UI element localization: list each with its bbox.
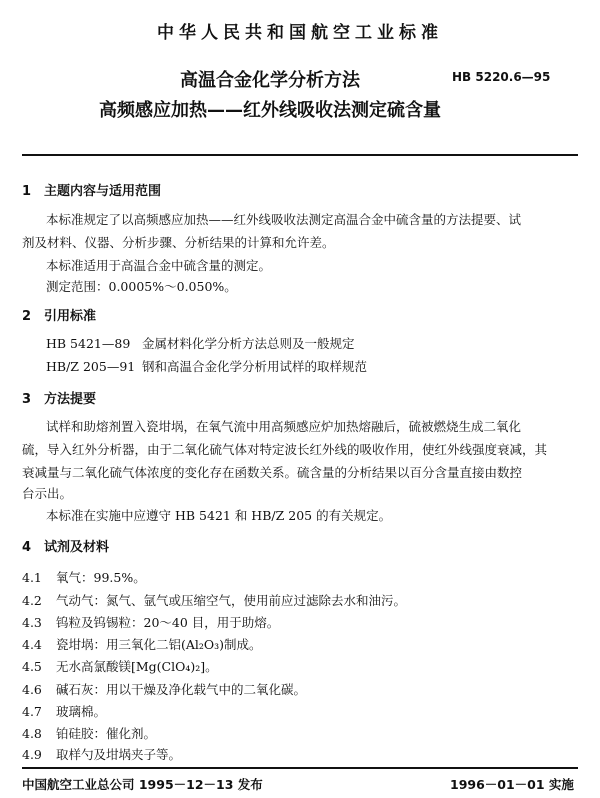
- bottom-divider: [22, 767, 578, 769]
- list-item: 4.2 气动气：氮气、氩气或压缩空气，使用前应过滤除去水和油污。: [22, 593, 407, 608]
- section-3-para1-line: 衰减量与二氧化硫气体浓度的变化存在函数关系。硫含量的分析结果以百分含量直接由数控: [22, 465, 523, 480]
- list-item: 4.9 取样勺及坩埚夹子等。: [22, 747, 182, 762]
- list-item: 4.1 氧气：99.5%。: [22, 570, 146, 585]
- section-3-para1-line: 试样和助熔剂置入瓷坩埚，在氧气流中用高频感应炉加热熔融后，硫被燃烧生成二氧化: [46, 419, 522, 434]
- reference-item: HB 5421—89 金属材料化学分析方法总则及一般规定: [46, 336, 355, 351]
- issue-date: 中国航空工业总公司 1995－12－13 发布: [22, 777, 263, 792]
- reference-item: HB/Z 205—91 钢和高温合金化学分析用试样的取样规范: [46, 359, 368, 374]
- section-1-para1-line1: 本标准规定了以高频感应加热——红外线吸收法测定高温合金中硫含量的方法提要、试: [46, 212, 522, 227]
- section-1-para1-line2: 剂及材料、仪器、分析步骤、分析结果的计算和允许差。: [22, 235, 335, 250]
- title-line-2: 高频感应加热——红外线吸收法测定硫含量: [99, 100, 441, 121]
- list-item: 4.8 铂硅胶：催化剂。: [22, 726, 157, 741]
- section-3-para1-line: 硫，导入红外分析器，由于二氧化硫气体对特定波长红外线的吸收作用，使红外线强度衰减，其: [22, 442, 548, 457]
- standard-number: HB 5220.6—95: [452, 70, 551, 84]
- list-item: 4.7 玻璃棉。: [22, 704, 107, 719]
- list-item: 4.3 钨粒及钨锡粒：20～40 目，用于助熔。: [22, 615, 280, 630]
- list-item: 4.4 瓷坩埚：用三氧化二铝(Al₂O₃)制成。: [22, 637, 262, 652]
- section-1-para3: 测定范围：0.0005%～0.050%。: [46, 279, 237, 294]
- section-2-heading: 2 引用标准: [22, 309, 97, 324]
- list-item: 4.6 碱石灰：用以干燥及净化载气中的二氧化碳。: [22, 682, 307, 697]
- top-divider: [22, 154, 578, 156]
- section-3-para1-line: 台示出。: [22, 486, 73, 501]
- org-title: 中华人民共和国航空工业标准: [157, 23, 443, 43]
- section-1-heading: 1 主题内容与适用范围: [22, 184, 162, 199]
- section-3-heading: 3 方法提要: [22, 392, 97, 407]
- list-item: 4.5 无水高氯酸镁[Mg(ClO₄)₂]。: [22, 659, 218, 674]
- effective-date: 1996－01－01 实施: [450, 777, 574, 792]
- title-line-1: 高温合金化学分析方法: [180, 70, 360, 91]
- section-3-para2: 本标准在实施中应遵守 HB 5421 和 HB/Z 205 的有关规定。: [46, 508, 392, 523]
- section-1-para2: 本标准适用于高温合金中硫含量的测定。: [46, 258, 272, 273]
- section-4-heading: 4 试剂及材料: [22, 540, 110, 555]
